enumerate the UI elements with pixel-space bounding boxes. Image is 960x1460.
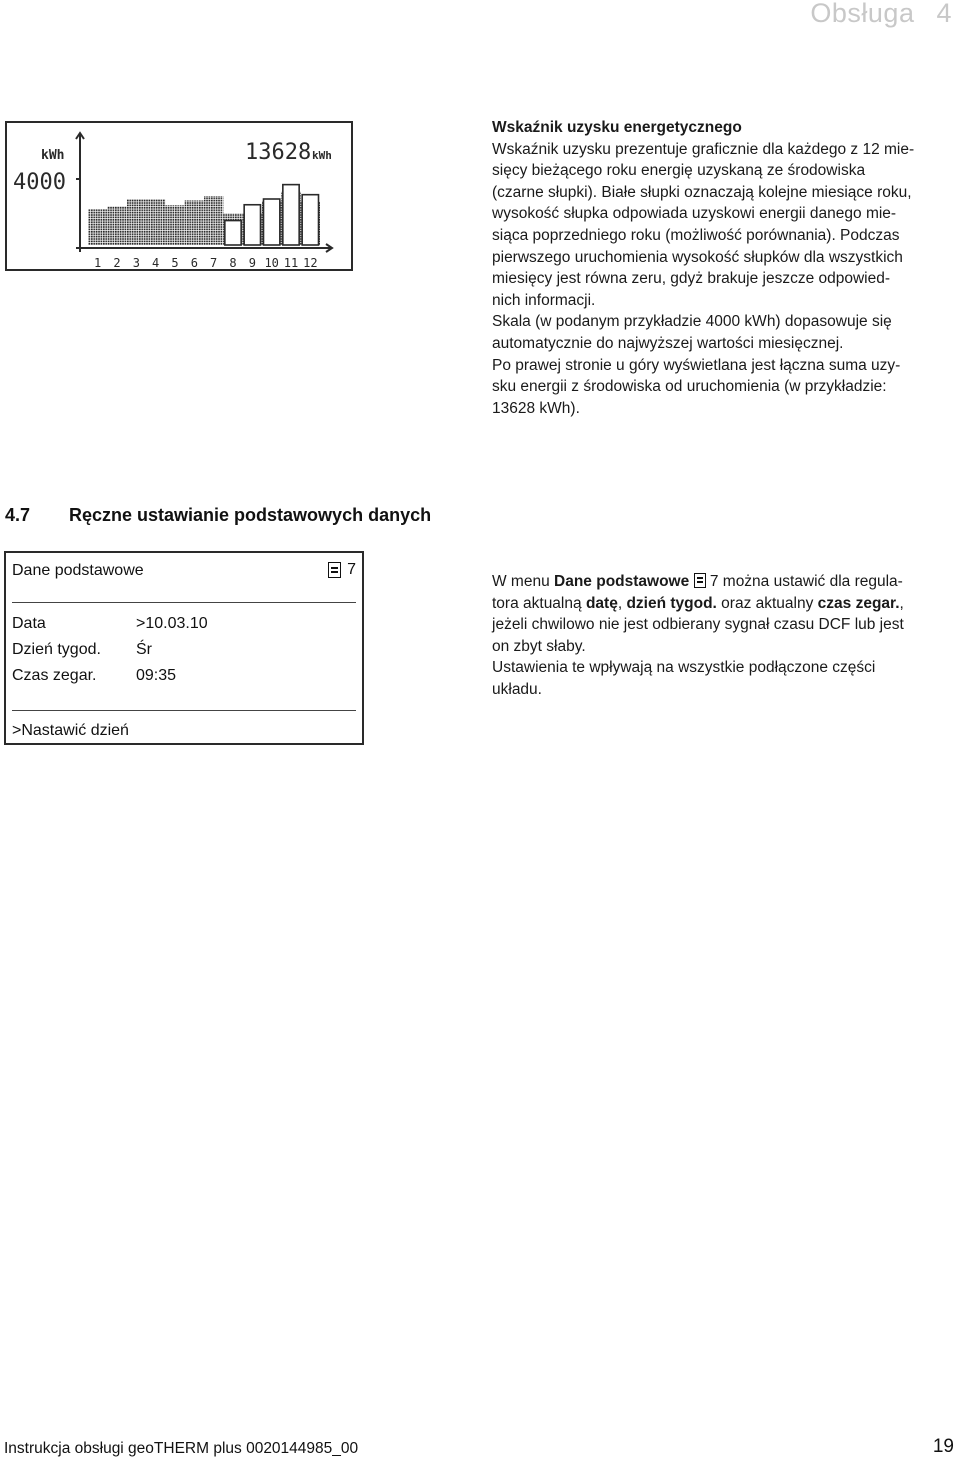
- lcd-bars: [88, 185, 320, 245]
- lcd-bar-current: [146, 199, 165, 245]
- menu-row-label: Dzień tygod.: [12, 641, 101, 658]
- energy-text-line: Wskaźnik uzysku prezentuje graficznie dla każdego z 12 mie-: [492, 140, 915, 158]
- menu-text-line-4: on zbyt słaby.: [492, 637, 586, 655]
- energy-text-line: automatycznie do najwyższej wartości miesięcznej.: [492, 334, 844, 352]
- menu-icon: [328, 562, 341, 578]
- menu-row-weekday[interactable]: [12, 641, 152, 659]
- energy-text-line: (czarne słupki). Białe słupki oznaczają kolejne miesiące roku,: [492, 183, 912, 201]
- lcd-bar-current: [165, 205, 184, 245]
- menu-text-line-3: jeżeli chwilowo nie jest odbierany sygnał czasu DCF lub jest: [492, 616, 904, 634]
- lcd-bar-previous: [302, 195, 318, 245]
- lcd-total-value: 13628: [245, 140, 312, 165]
- energy-yield-chart: [7, 123, 355, 273]
- section-title: Ręczne ustawianie podstawowych danych: [69, 505, 432, 525]
- menu-row-value: Śr: [136, 641, 152, 658]
- lcd-total-unit: kWh: [312, 149, 332, 162]
- energy-text-line: pierwszego uruchomienia wysokość słupków dla wszystkich: [492, 248, 903, 266]
- lcd-month-label: 4: [152, 256, 160, 270]
- section-number: 4.7: [5, 505, 31, 525]
- footer-page-number: 19: [932, 1436, 954, 1457]
- lcd-bar-previous: [283, 185, 299, 245]
- lcd-unit-label: kWh: [41, 148, 65, 163]
- lcd-bar-previous: [244, 205, 260, 245]
- energy-yield-description: [492, 117, 954, 419]
- energy-text-line: 13628 kWh).: [492, 399, 580, 417]
- energy-text-line: Po prawej stronie u góry wyświetlana jest łączna suma uzy-: [492, 356, 901, 374]
- menu-text-line-1: W menu Dane podstawowe 7 można ustawić dla regula-: [492, 573, 903, 590]
- lcd-bar-current: [107, 206, 126, 245]
- lcd-bar-current: [185, 200, 204, 245]
- lcd-month-label: 5: [171, 256, 179, 270]
- energy-text-line: Skala (w podanym przykładzie 4000 kWh) dopasowuje się: [492, 313, 892, 331]
- lcd-month-label: 8: [229, 256, 237, 270]
- energy-yield-display: [5, 121, 353, 271]
- energy-text-line: miesięcy jest równa zeru, gdyż brakuje jeszcze odpowied-: [492, 270, 891, 288]
- menu-row-label: Czas zegar.: [12, 667, 97, 684]
- menu-row-date[interactable]: [12, 615, 208, 633]
- lcd-month-label: 6: [190, 256, 198, 270]
- lcd-month-label: 9: [248, 256, 256, 270]
- menu-row-value: 09:35: [136, 667, 177, 684]
- menu-divider-top: [12, 602, 356, 603]
- menu-text-line-5: Ustawienia te wpływają na wszystkie podłączone części: [492, 659, 876, 677]
- lcd-bar-current: [127, 199, 146, 245]
- lcd-month-labels: [94, 256, 318, 270]
- energy-text-line: siąca poprzedniego roku (możliwość porównania). Podczas: [492, 226, 900, 244]
- menu-id: [328, 561, 356, 579]
- basic-data-menu: [4, 551, 364, 745]
- menu-text-line-2: tora aktualną datę, dzień tygod. oraz aktualny czas zegar.,: [492, 594, 904, 612]
- menu-row-value: >10.03.10: [136, 615, 208, 632]
- menu-row-label: Data: [12, 615, 46, 632]
- menu-number: 7: [347, 561, 356, 578]
- lcd-month-label: 7: [210, 256, 218, 270]
- basic-data-description: [492, 571, 954, 701]
- energy-text-line: wysokość słupka odpowiada uzyskowi energii danego mie-: [492, 205, 897, 223]
- menu-action[interactable]: >Nastawić dzień: [12, 722, 129, 739]
- menu-divider-bottom: [12, 710, 356, 711]
- menu-icon: [694, 573, 706, 588]
- energy-heading: Wskaźnik uzysku energetycznego: [492, 119, 742, 136]
- menu-row-clock[interactable]: [12, 667, 177, 685]
- lcd-month-label: 10: [264, 256, 279, 270]
- lcd-bar-previous: [264, 199, 280, 245]
- menu-text-line-6: układu.: [492, 680, 542, 698]
- lcd-month-label: 11: [283, 256, 299, 270]
- header-chapter: 4: [936, 0, 952, 28]
- lcd-bar-current: [204, 196, 223, 245]
- lcd-scale-value: 4000: [13, 170, 66, 195]
- lcd-month-label: 2: [113, 256, 121, 270]
- lcd-bar-current: [88, 209, 107, 245]
- menu-title: Dane podstawowe: [12, 562, 144, 579]
- header-section: Obsługa: [810, 0, 915, 28]
- energy-text-line: nich informacji.: [492, 291, 596, 309]
- energy-text-line: sku energii z środowiska od uruchomienia (w przykładzie:: [492, 378, 887, 396]
- page-header: [810, 0, 952, 29]
- energy-text-line: sięcy bieżącego roku energię uzyskaną ze środowiska: [492, 162, 866, 180]
- lcd-month-label: 3: [132, 256, 140, 270]
- section-heading: [5, 505, 431, 526]
- lcd-month-label: 12: [303, 256, 318, 270]
- lcd-month-label: 1: [94, 256, 102, 270]
- footer-document-title: Instrukcja obsługi geoTHERM plus 0020144985_00: [4, 1440, 359, 1457]
- lcd-bar-previous: [225, 221, 241, 245]
